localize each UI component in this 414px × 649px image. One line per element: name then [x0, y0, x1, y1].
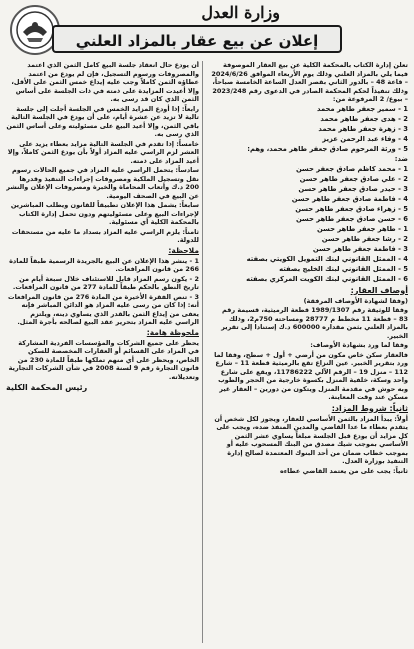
remark-item: 2 - يكون رسم المزاد قابل للاستئناف خلال سبعة أيام من تاريخ النطق بالحكم طبقاً للمادة 277 من قانون المرافعات. — [12, 274, 199, 291]
defendant-item: 6 - حسن صادق جعفر طاهر حسن — [295, 214, 408, 223]
against-label: ضد: — [394, 154, 408, 163]
other-party-item: 5 - الممثل القانوني لبنك الخليج بصفته — [279, 264, 408, 273]
left-paragraph: سادساً: يتحمل الراسي عليه المزاد في جميع الحالات رسوم نقل وتسجيل الملكية ومصروفات إجراءات التنفيذ وقدرها 200 د.ك وأتعاب المحاماة والخبرة ومصروفات الإعلان والنشر عن البيع في الصحف اليومية. — [6, 166, 199, 200]
left-column — [6, 61, 203, 643]
left-paragraph: رابعاً: إذا أودع المزايد الخمس في الجلسة أجلت إلى جلسة تالية لا تزيد عن عشرة أيام، على أن يودع في الجلسة التالية باقي الثمن، وإلا أعيد البيع على مسئوليته وعلى أساس الثمن الذي رسى به. — [6, 104, 199, 138]
condition-item: ثانياً: يجب على من يعتمد القاضي عطاءه — [279, 466, 408, 475]
right-column — [211, 61, 408, 643]
left-paragraph: سابعاً: يشمل هذا الإعلان تطبيقاً للقانون ويطلب المباشرين لإجراءات البيع وعلى مسئوليتهم ودون تحمل إدارة الكتاب بالمحكمة الكلية أي مسئولية. — [10, 201, 199, 226]
plaintiff-item: 2 - هدى جعفر طاهر محمد — [320, 114, 408, 123]
notice-body — [6, 61, 408, 643]
property-desc-title: وفقا لما ورد بشهادة الأوصاف: — [310, 341, 408, 349]
other-party-item: 1 - طاهر جعفر طاهر حسن — [317, 224, 408, 233]
left-paragraph: ثامناً: يلزم الراسي عليه المزاد بسداد ما عليه من مستحقات للدولة. — [11, 227, 199, 244]
property-desc-text: فالعقار سكن خاص مكون من أرضي + أول + سطح، وفقا لما ورد بتقرير الخبير. عين النزاع تقع بالرميثية قطعة 11 – شارع 112 – منزل 19 – الرقم الآلي 11786222، ويقع على شارع واحد وسكة، خلفية المنزل بكسوة خارجية من الحجر والطوب وبه حوش في مقدمة المنزل ويتكون من دورين – العقار غير مسكن عند وقت المعاينة. — [214, 350, 408, 401]
left-paragraph: خامساً: إذا تقدم في الجلسة التالية مزايد بعطاء يزيد على العشر لزم الراسي عليه المزاد أولاً بأن يودع الثمن كاملاً، وإلا أعيد المزاد على ذمته. — [7, 139, 199, 165]
important-note-text: يحظر على جميع الشركات والمؤسسات الفردية المشاركة في المزاد على القسائم أو العقارات المخصصة للسكن الخاص، ويحظر على أي منهم تملكها طبقاً للمادة 230 من قانون التجارة رقم 9 لسنة 2008 في شأن الشركات التجارية وتعديلاته. — [8, 338, 199, 381]
remark-item: 1 - ينشر هذا الإعلان عن البيع بالجريدة الرسمية طبقاً للمادة 266 من قانون المرافعات. — [9, 256, 199, 273]
defendant-item: 5 - زهراء صادق جعفر طاهر حسن — [295, 204, 408, 213]
other-party-item: 3 - فاطمة جعفر طاهر حسن — [312, 244, 408, 253]
notice-header — [6, 3, 408, 61]
plaintiff-item: 3 - زهرة جعفر طاهر محمد — [318, 124, 408, 133]
condition-item: أولاً: يبدأ المزاد بالثمن الأساسي للعقار، ويجوز لكل شخص أن يتقدم بعطاء ما عدا القاضي والمدين المنفذ ضده، ويجب على كل مزايد أن يودع قبل الجلسة مبلغاً يساوي عشر الثمن الأساسي بموجب شيك مصدق من البنك المسحوب عليه أو بموجب خطاب ضمان من أحد البنوك المعتمدة لصالح إدارة التنفيذ بوزارة العدل. — [214, 414, 408, 465]
plaintiff-item: 4 - وفاء عبد الرحمن عزيز — [322, 134, 408, 143]
conditions-title: ثانياً: شروط المزاد: — [331, 403, 408, 413]
defendant-item: 1 - محمد كاظم صادق جعفر حسن — [295, 164, 408, 173]
property-subtitle: (وفقا لشهادة الأوصاف المرفقة) — [303, 296, 408, 305]
left-paragraph: أن يودع حال انعقاد جلسة البيع كامل الثمن الذي اعتمد والمصروفات ورسوم التسجيل، فإن لم يودع من اعتمد عطاؤه الثمن كاملاً وجب عليه إيداع خمس الثمن على الأقل، وإلا أعيدت المزايدة على ذمته في ذات الجلسة على أساس الثمن الذي كان قد رسى به. — [11, 61, 199, 103]
intro-paragraph: تعلن إدارة الكتاب بالمحكمة الكلية عن بيع العقار الموصوفة فيما يلي بالمزاد العلني وذلك يوم الأربعاء الموافق 2024/6/26 – قاعة 48 – بالدور الثاني بقصر العدل الساعة الخامسة صباحاً، وذلك تنفيذاً لحكم المحكمة الصادر في الدعوى رقم 2023/248 – بيوع/ 2 المرفوعة من: — [211, 61, 408, 103]
defendant-item: 3 - حيدر صادق جعفر طاهر حسن — [298, 184, 408, 193]
signature: رئيس المحكمة الكلية — [6, 383, 88, 392]
defendant-item: 4 - فاطمة صادق جعفر طاهر حسن — [291, 194, 408, 203]
notice-headline: إعلان عن بيع عقار بالمزاد العلني — [52, 25, 342, 53]
other-party-item: 6 - الممثل القانوني لبنك الكويت المركزي بصفته — [246, 274, 408, 283]
defendant-item: 2 - علي صادق جعفر طاهر حسن — [299, 174, 408, 183]
plaintiff-item: 5 - ورثة المرحوم صادق جعفر طاهر محمد، وهم: — [247, 144, 408, 153]
property-title: أوصاف العقار: — [350, 285, 408, 295]
important-note-title: ملحوظة هامة: — [146, 327, 199, 337]
other-party-item: 4 - الممثل القانوني لبنك التمويل الكويتي بصفته — [246, 254, 408, 263]
plaintiff-item: 1 - سمير جعفر طاهر محمد — [317, 104, 408, 113]
remarks-title: ملاحظة: — [168, 245, 199, 255]
other-party-item: 2 - رشا جعفر طاهر حسن — [321, 234, 408, 243]
ministry-name: وزارة العدل — [201, 3, 280, 22]
remark-item: 3 - تنص الفقرة الأخيرة من المادة 276 من قانون المرافعات أنه: إذا كان من رسى عليه المزاد هو الدائن المباشر فإنه يعفى من إيداع الثمن بالقدر الذي يساوي دينه، ويلتزم الراسي عليه المزاد بتحرير عقد البيع لصالحه بأجرة المثل. — [8, 292, 199, 326]
property-text: وفقا للوثيقة رقم 1989/1307 قطعة الرميثية، قسيمة رقم 83 – قطعة 11 مخطط م 28777 ومساحته 750م2، وذلك بالمزاد العلني بثمن مقداره 600000 د.ك إستنادا إلى تقرير الخبير. — [221, 306, 408, 340]
